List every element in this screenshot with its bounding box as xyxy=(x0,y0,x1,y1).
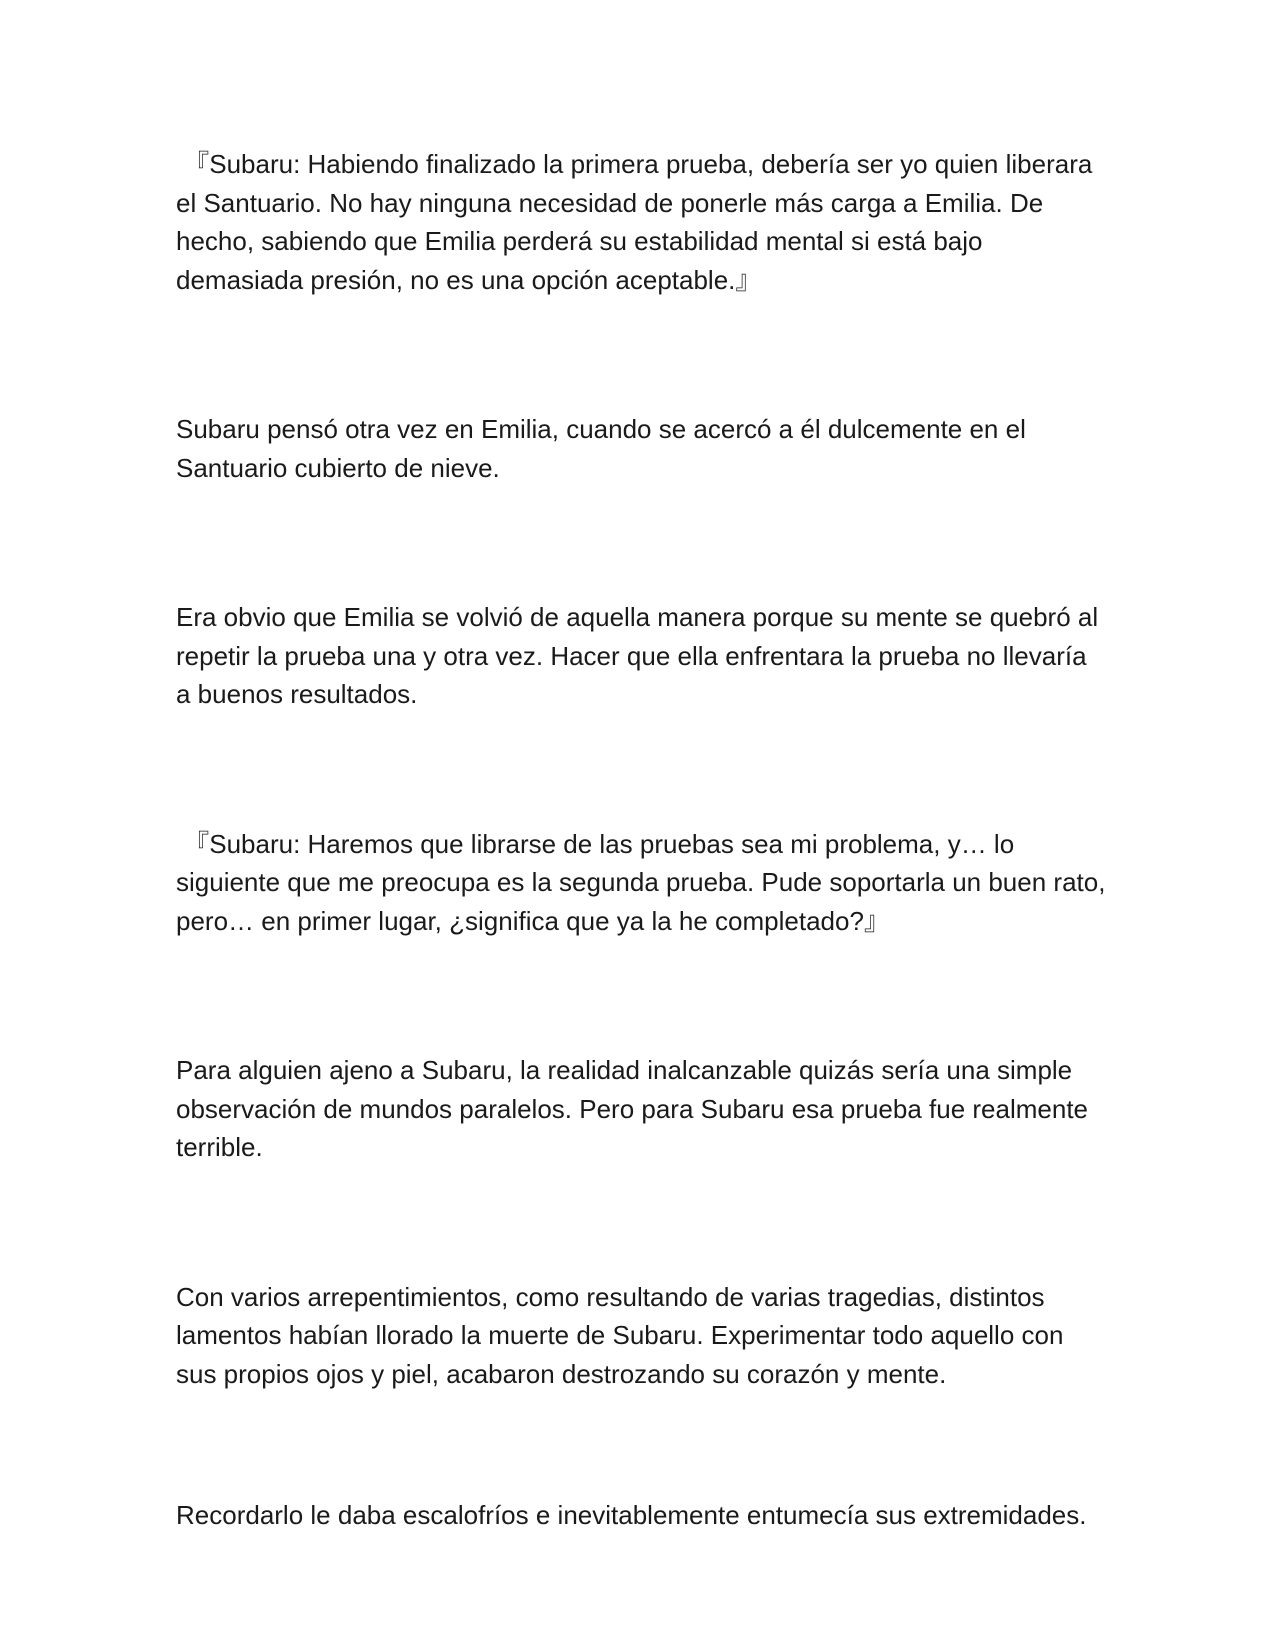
paragraph-1: 『Subaru: Habiendo finalizado la primera prueba, debería ser yo quien liberara el Santuario. No hay ninguna necesidad de ponerle más carga a Emilia. De hecho, sabiendo que Emilia perderá su estabilidad mental si está bajo demasiada presión, no es una opción aceptable.』 xyxy=(176,149,1093,295)
paragraph-7: Recordarlo le daba escalofríos e inevitablemente entumecía sus extremidades. xyxy=(176,1500,1087,1530)
paragraph-3: Era obvio que Emilia se volvió de aquella manera porque su mente se quebró al repetir la prueba una y otra vez. Hacer que ella enfrentara la prueba no llevaría a buenos resultados. xyxy=(176,602,1099,709)
paragraph-spacer xyxy=(176,1393,1106,1496)
document-body xyxy=(176,145,1106,1535)
paragraph-6: Con varios arrepentimientos, como resultando de varias tragedias, distintos lamentos habían llorado la muerte de Subaru. Experimentar todo aquello con sus propios ojos y piel, acabaron destrozando su corazón y mente. xyxy=(176,1281,1064,1389)
paragraph-spacer xyxy=(176,299,1106,410)
paragraph-spacer xyxy=(176,714,1106,825)
paragraph-spacer xyxy=(176,1167,1106,1278)
paragraph-2: Subaru pensó otra vez en Emilia, cuando se acercó a él dulcemente en el Santuario cubierto de nieve. xyxy=(176,414,1026,483)
paragraph-spacer xyxy=(176,940,1106,1051)
paragraph-4: 『Subaru: Haremos que librarse de las pruebas sea mi problema, y… lo siguiente que me preocupa es la segunda prueba. Pude soportarla un buen rato, pero… en primer lugar, ¿significa que ya la he completado?』 xyxy=(176,828,1106,936)
paragraph-spacer xyxy=(176,487,1106,598)
paragraph-5: Para alguien ajeno a Subaru, la realidad inalcanzable quizás sería una simple observación de mundos paralelos. Pero para Subaru esa prueba fue realmente terrible. xyxy=(176,1055,1089,1162)
